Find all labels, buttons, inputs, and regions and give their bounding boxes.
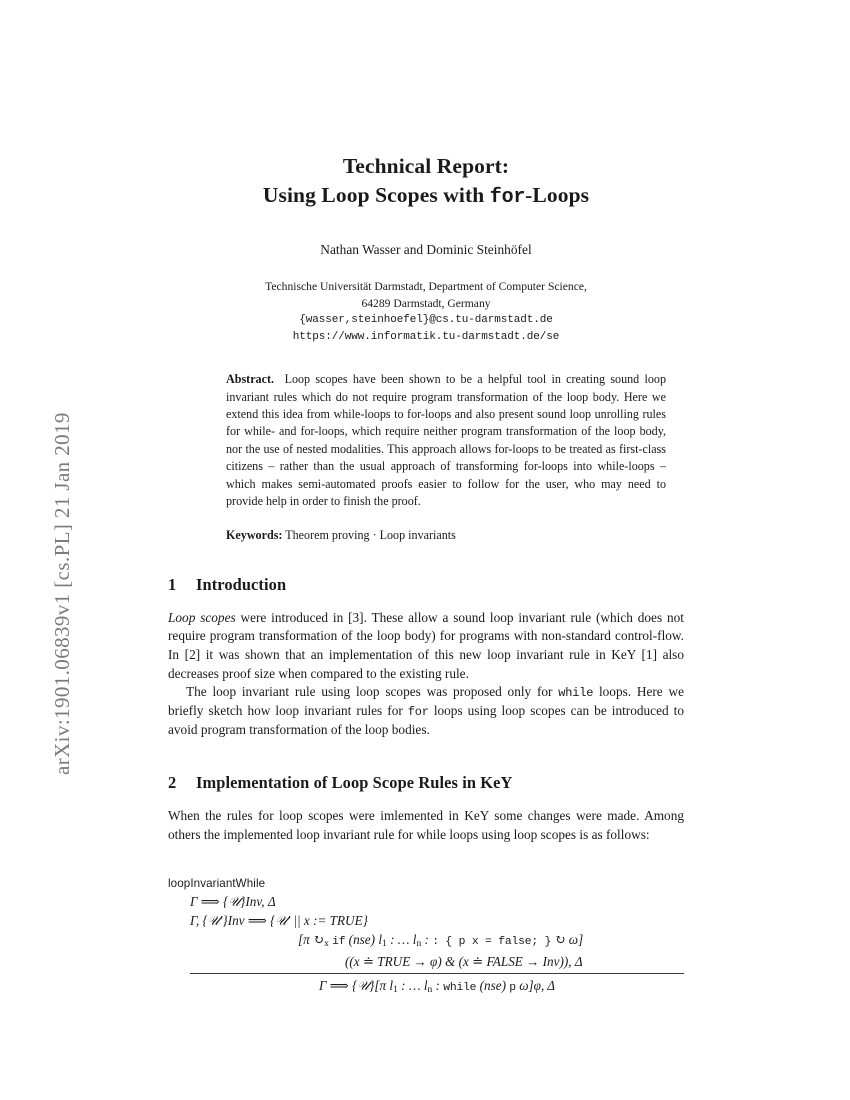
rule-conclusion-pre: Γ ⟹ {𝒰}[π $l_1$ : … $l_n$ : bbox=[318, 977, 440, 995]
affiliation-line-1: Technische Universität Darmstadt, Department of Computer Science, bbox=[265, 280, 587, 294]
rule-premises bbox=[190, 892, 684, 971]
affiliation-email: {wasser,steinhoefel}@cs.tu-darmstadt.de bbox=[299, 314, 553, 327]
rule-premise-1-text: Γ ⟹ {𝒰}Inv, Δ bbox=[190, 893, 276, 909]
code-text: for bbox=[407, 704, 429, 719]
rule-premise-2-text: Γ, {𝒰′}Inv ⟹ {𝒰′ || x := TRUE} bbox=[190, 912, 368, 928]
title-line-2-prefix: Using Loop Scopes with bbox=[262, 182, 490, 207]
rule-conclusion-p: p bbox=[509, 981, 516, 994]
paragraph bbox=[168, 807, 684, 844]
rule-premise-3-keyword: if bbox=[332, 935, 346, 948]
rule-divider bbox=[190, 973, 684, 974]
rule-premise-1 bbox=[190, 892, 684, 911]
section-body-2 bbox=[168, 807, 684, 844]
paragraph bbox=[168, 609, 684, 683]
rule-premise-3-sub: x bbox=[324, 938, 329, 949]
rule-premise-3-label-1: $l_1$ : … $l_n$ : bbox=[378, 931, 429, 949]
affiliation-block bbox=[168, 279, 684, 345]
rule-name-label: loopInvariantWhile bbox=[168, 876, 266, 890]
emphasis-text: Loop scopes bbox=[168, 609, 236, 625]
text-run: When the rules for loop scopes were imlemented in KeY some changes were made. Among others the implemented loop invariant rule for while loops using loop scopes is as follows: bbox=[168, 808, 684, 842]
abstract-text: Loop scopes have been shown to be a helpful tool in creating sound loop invariant rules which do not require program transformation of the loop body. Here we extend this idea from while-loops to for-loops and also present sound loop unrolling rules for while- and for-loops, which require neither program transformation of the loop body, nor the use of nested modalities. This approach allows for-loops to be treated as first-class citizens – rather than the usual approach of transforming for-loops into while-loops – which makes semi-automated proofs easier to follow for the user, who may need to provide help in order to finish the proof. bbox=[226, 372, 666, 508]
rule-premise-3-close: ↻ ω] bbox=[554, 931, 584, 947]
title-line-2-mono: for bbox=[489, 185, 526, 209]
section-number-1: 1 bbox=[168, 574, 177, 594]
rule-premise-3-open: [π ↻ bbox=[298, 931, 325, 947]
rule-conclusion-post: ω]φ, Δ bbox=[519, 977, 556, 993]
title-line-1: Technical Report: bbox=[342, 154, 510, 178]
keywords-block bbox=[226, 527, 666, 544]
section-heading-1 bbox=[168, 575, 684, 595]
abstract-block bbox=[226, 371, 666, 510]
page-title bbox=[168, 152, 684, 211]
abstract-label: Abstract. bbox=[226, 372, 275, 387]
rule-conclusion bbox=[190, 976, 684, 998]
keywords-text: Theorem proving · Loop invariants bbox=[285, 528, 456, 543]
rule-premise-3 bbox=[298, 930, 684, 952]
rule-premise-4 bbox=[345, 952, 684, 971]
affiliation-url: https://www.informatik.tu-darmstadt.de/se bbox=[292, 330, 560, 343]
keywords-label: Keywords: bbox=[226, 528, 283, 543]
section-title-1: Introduction bbox=[196, 574, 287, 594]
paper-content-column bbox=[168, 0, 684, 998]
section-number-2: 2 bbox=[168, 773, 177, 793]
inference-rule-block bbox=[168, 877, 684, 998]
rule-premise-3-code: : { p x = false; } bbox=[432, 935, 552, 948]
arxiv-stamp-text: arXiv:1901.06839v1 [cs.PL] 21 Jan 2019 bbox=[50, 412, 74, 775]
section-body-1 bbox=[168, 609, 684, 740]
text-run: The loop invariant rule using loop scopes was proposed only for bbox=[186, 684, 559, 700]
paragraph bbox=[168, 683, 684, 739]
code-text: while bbox=[558, 686, 594, 701]
rule-premise-2 bbox=[190, 911, 684, 930]
rule-conclusion-nse: (nse) bbox=[479, 977, 506, 993]
rule-conclusion-code: while bbox=[443, 981, 477, 994]
section-heading-2 bbox=[168, 773, 684, 793]
affiliation-line-2: 64289 Darmstadt, Germany bbox=[361, 296, 491, 310]
text-run: were introduced in [3]. These allow a sound loop invariant rule (which does not require program transformation of the loop body) for programs with non-standard control-flow. In [2] it was shown that an implementation of this new loop invariant rule in KeY [1] also decreases proof size when compared to the existing rule. bbox=[168, 609, 684, 681]
title-line-2-suffix: -Loops bbox=[525, 182, 590, 207]
rule-premise-3-mid: (nse) bbox=[348, 931, 376, 947]
title-line-2 bbox=[168, 181, 684, 212]
section-title-2: Implementation of Loop Scope Rules in KeY bbox=[196, 773, 513, 793]
rule-premise-4-text: ((x ≐ TRUE → φ) & (x ≐ FALSE → Inv)), Δ bbox=[345, 953, 583, 969]
text-run: loops. Here we briefly sketch how loop invariant rules for bbox=[168, 684, 684, 718]
author-list: Nathan Wasser and Dominic Steinhöfel bbox=[320, 242, 532, 258]
text-run: loops using loop scopes can be introduced to avoid program transformation of the loop bodies. bbox=[168, 702, 684, 737]
arxiv-stamp bbox=[0, 0, 74, 1100]
